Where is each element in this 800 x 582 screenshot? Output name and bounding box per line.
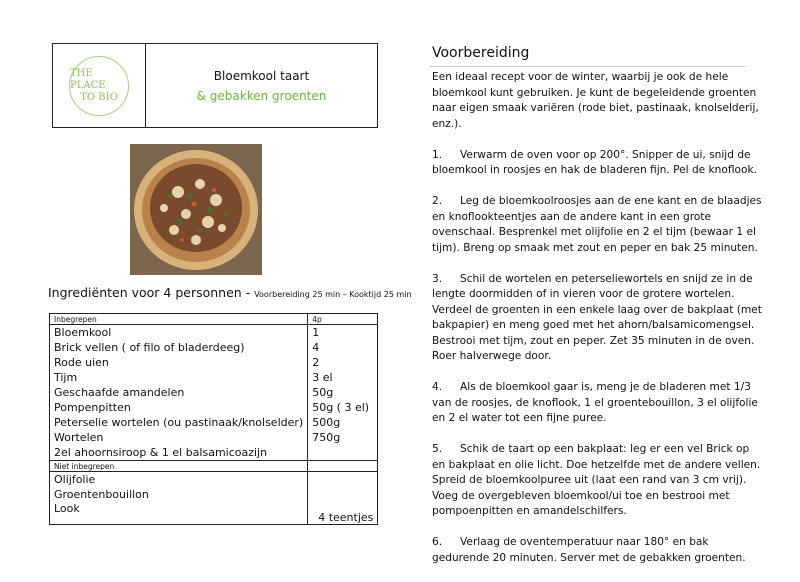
ingredients-times: Voorbereiding 25 min – Kooktijd 25 min	[254, 290, 412, 299]
ingredient-name: Bloemkool	[50, 325, 308, 341]
recipe-title: Bloemkool taart	[213, 68, 310, 83]
ingredient-name: Geschaafde amandelen	[50, 385, 308, 400]
ingredient-qty	[308, 445, 378, 461]
step	[432, 442, 762, 520]
table-header-row	[50, 314, 378, 325]
not-included-qty-header	[308, 461, 378, 472]
table-row	[50, 400, 378, 415]
preparation-text	[432, 70, 762, 582]
table-row	[50, 415, 378, 430]
table-row	[50, 385, 378, 400]
table-row	[50, 430, 378, 445]
qty-header: 4p	[308, 314, 378, 325]
ingredient-qty: 4	[308, 340, 378, 355]
step-text: Als de bloemkool gaar is, meng je de bladeren met 1/3 van de roosjes, de knoflook, 1 el groentebouillon, 3 el olijfolie en 2 el water tot een fijne puree.	[432, 381, 758, 424]
title-cell	[146, 44, 377, 127]
table-row	[50, 472, 378, 488]
step	[432, 380, 762, 427]
ingredient-qty: 1	[308, 325, 378, 341]
ingredient-qty: 3 el	[308, 370, 378, 385]
not-included-header: Niet inbegrepen	[50, 461, 308, 472]
table-row	[50, 487, 378, 502]
ingredient-qty: 2	[308, 355, 378, 370]
step-number: 4.	[432, 381, 443, 393]
step-number: 1.	[432, 148, 443, 161]
ingredient-name: Brick vellen ( of filo of bladerdeeg)	[50, 340, 308, 355]
preparation-title: Voorbereiding	[432, 45, 530, 61]
ingredient-qty: 50g ( 3 el)	[308, 400, 378, 415]
logo-text-line2: TO BIO	[80, 91, 118, 103]
title-divider	[430, 66, 745, 67]
step	[432, 535, 762, 566]
step	[432, 194, 762, 256]
ingredient-name: Rode uien	[50, 355, 308, 370]
ingredients-title	[48, 285, 412, 300]
step	[432, 148, 762, 179]
not-included-header-row	[50, 461, 378, 472]
step-number: 5.	[432, 443, 443, 455]
step-number: 6.	[432, 536, 443, 548]
tart-photo	[130, 144, 262, 275]
ingredient-qty	[308, 472, 378, 488]
logo-cell	[53, 44, 146, 127]
recipe-subtitle: & gebakken groenten	[196, 88, 327, 103]
ingredient-name: 2el ahoornsiroop & 1 el balsamicoazijn	[50, 445, 308, 461]
table-row	[50, 325, 378, 341]
ingredients-heading: Ingrediënten voor 4 personnen -	[48, 285, 255, 300]
ingredient-name: Pompenpitten	[50, 400, 308, 415]
ingredient-name: Peterselie wortelen (ou pastinaak/knolselder)	[50, 415, 308, 430]
recipe-header	[52, 43, 378, 128]
ingredient-name: Look	[50, 502, 308, 525]
ingredient-qty	[308, 487, 378, 502]
included-header: Inbegrepen	[50, 314, 308, 325]
table-row	[50, 502, 378, 525]
ingredient-name: Wortelen	[50, 430, 308, 445]
table-row	[50, 370, 378, 385]
ingredient-name: Olijfolie	[50, 472, 308, 488]
brand-logo	[69, 56, 129, 116]
step-text: Schik de taart op een bakplaat: leg er een vel Brick op en bakplaat en olie licht. Doe hetzelfde met de andere vellen. Spreid de bloemkoolpuree uit (laat een rand van 3 cm vrij). Voeg de overgebleven bloemkool/ui toe en bestrooi met pompoenpitten en amandelschilfers.	[432, 443, 761, 517]
ingredient-qty: 50g	[308, 385, 378, 400]
step-text: Verwarm de oven voor op 200°. Snipper de ui, snijd de bloemkool in roosjes en hak de bladeren fijn. Pel de knoflook.	[432, 148, 758, 176]
step-text: Schil de wortelen en peterseliewortels en snijd ze in de lengte doormidden of in vieren voor de grotere wortelen. Verdeel de groenten in een enkele laag over de bakplaat (met bakpapier) en meng goed met het ahorn/balsamicomengsel. Bestrooi met tijm, zout en peper. Zet 35 minuten in de oven. Roer halverwege door.	[432, 272, 762, 362]
step-number: 2.	[432, 195, 443, 207]
step	[432, 272, 762, 365]
ingredient-name: Groentenbouillon	[50, 487, 308, 502]
step-number: 3.	[432, 272, 443, 285]
ingredient-name: Tijm	[50, 370, 308, 385]
step-text: Leg de bloemkoolroosjes aan de ene kant en de blaadjes en knoflookteentjes aan de andere kant in een grote ovenschaal. Besprenkel met olijfolie en 2 el tijm (bewaar 1 el tijm). Breng op smaak met zout en peper en bak 25 minuten.	[432, 195, 762, 254]
preparation-intro: Een ideaal recept voor de winter, waarbij je ook de hele bloemkool kunt gebruiken. Je kunt de begeleidende groenten naar eigen smaak variëren (rode biet, pastinaak, knolselderij, enz.).	[432, 71, 759, 130]
table-row	[50, 355, 378, 370]
table-row	[50, 340, 378, 355]
ingredient-qty: 4 teentjes	[308, 502, 378, 525]
ingredients-table	[49, 313, 378, 525]
step-text: Verlaag de oventemperatuur naar 180° en bak gedurende 20 minuten. Server met de gebakken groenten.	[432, 536, 746, 564]
logo-text-line1: THE PLACE	[70, 67, 106, 91]
ingredient-qty: 750g	[308, 430, 378, 445]
ingredient-qty: 500g	[308, 415, 378, 430]
table-row	[50, 445, 378, 461]
